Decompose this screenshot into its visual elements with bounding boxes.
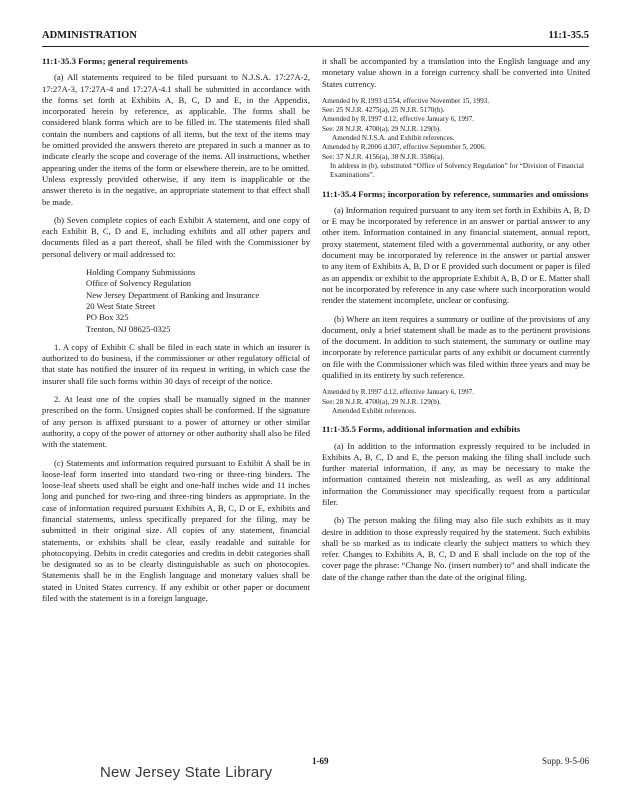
paragraph-a: (a) In addition to the information expressly required to be included in Exhibits A, B, C, D and E, the person making the filing shall include such further material information, if any, as may be necessary to make the information contained therein not misleading, as well as any additional information the Commissioner may specifically request from a particular filer. (322, 440, 590, 507)
header-section: 11:1-35.5 (548, 30, 589, 41)
address-line: Office of Solvency Regulation (86, 278, 192, 289)
history-note-35-3 (322, 97, 590, 181)
paragraph-b-2: 2. At least one of the copies shall be manually signed in the manner prescribed on the form. Unsigned copies shall be conformed. If the signature of any person is affixed pursuant to a power of attorney or other similar authority, a copy of the power of attorney or other authority shall also be filed with the statement. (42, 394, 310, 450)
paragraph-c: (c) Statements and information required pursuant to Exhibit A shall be in loose-leaf form inserted into standard two-ring or three-ring binders. The loose-leaf sheets used shall be eight and one-half inches wide and 11 inches long and punched for two-ring and three-ring binders as appropriate. In the case of information required pursuant Exhibits A, B, C, D or E, exhibits and financial statements, unless specifically prepared for the filing, may be submitted in their original size. All copies of any statement, financial statements, or exhibits shall be clear, easily readable and suitable for photocopying. Debits in credit categories and credits in debit categories shall be designated so as to be clearly distinguishable as such on photocopies. Statements shall be in the English language and monetary values shall be stated in United States currency. If any exhibit or other paper or document filed with the statement is in a foreign language, (42, 457, 310, 604)
section-heading-35-3: 11:1-35.3 Forms; general requirements (42, 56, 188, 66)
paragraph-a: (a) All statements required to be filed pursuant to N.J.S.A. 17:27A-2, 17:27A-3, 17:27A-4 and 17:27A-4.1 shall be submitted in accordance with the forms set forth at Exhibits A, B, C, D and E, in the Appendix, incorporated herein by reference, as applicable. The forms shall be considered blank forms which are to be filled in. The statements filed shall contain the numbers and captions of all items, but the text of the items may be omitted provided the answers thereto are prepared in such a manner as to indicate clearly the scope and coverage of the items. All instructions, whether appearing under the items of the form or elsewhere therein, are to be omitted. Unless expressly provided otherwise, if any item is inapplicable or the answer thereto is in the negative, an appropriate statement to that effect shall be made. (42, 72, 310, 207)
history-line: Amended by R.2006 d.307, effective September 5, 2006. (322, 143, 486, 152)
paragraph-c-continued: it shall be accompanied by a translation into the English language and any monetary value shown in a foreign currency shall be converted into United States currency. (322, 56, 590, 89)
history-line: See: 37 N.J.R. 4156(a), 38 N.J.R. 3586(a). (322, 152, 445, 161)
mailing-address (86, 267, 310, 335)
right-column (322, 56, 590, 590)
running-header (42, 30, 589, 44)
history-line: Amended by R.1997 d.12, effective January 6, 1997. (322, 388, 474, 397)
header-rule (42, 46, 589, 47)
history-line: Amended by R.1993 d.554, effective November 15, 1993. (322, 96, 490, 105)
address-line: Trenton, NJ 08625-0325 (86, 323, 171, 334)
supplement-date: Supp. 9-5-06 (542, 756, 589, 766)
history-line: In address in (b), substituted “Office of Solvency Regulation” for “Division of Financial Examinations”. (330, 161, 584, 180)
header-title: ADMINISTRATION (42, 30, 137, 41)
address-line: 20 West State Street (86, 300, 156, 311)
paragraph-b: (b) Seven complete copies of each Exhibit A statement, and one copy of each Exhibit B, C, D and E, including exhibits and all other papers and documents filed as a part thereof, shall be filed with the Commissioner by personal delivery or mail addressed to: (42, 214, 310, 259)
library-watermark: New Jersey State Library (100, 764, 273, 781)
history-line: See: 28 N.J.R. 4700(a), 29 N.J.R. 129(b). (322, 397, 441, 406)
paragraph-b-1: 1. A copy of Exhibit C shall be filed in each state in which an insurer is authorized to do business, if the commissioner or other regulatory official of that state has notified the insurer of its request in writing, in which case the insurer shall file such forms within 30 days of receipt of the notice. (42, 341, 310, 386)
left-column (42, 56, 310, 611)
history-line: Amended by R.1997 d.12, effective January 6, 1997. (322, 115, 474, 124)
page-number: 1-69 (312, 756, 329, 766)
paragraph-a: (a) Information required pursuant to any item set forth in Exhibits A, B, D or E may be incorporated by reference in an answer or partial answer to any other item. Information contained in any financial statement, annual report, proxy statement, statement filed with a governmental authority, or any other document may be incorporated by reference in the answer or partial answer to any item of Exhibits A, B, D or E provided such document or paper is filed as an appendix or exhibit to the appropriate Exhibit A, B, D or E. Matter shall not be incorporated by reference in any case where such incorporation would render the statement incomplete, unclear or confusing. (322, 204, 590, 306)
history-line: Amended N.J.S.A. and Exhibit references. (332, 134, 455, 143)
address-line: PO Box 325 (86, 312, 129, 323)
address-line: Holding Company Submissions (86, 267, 196, 278)
history-note-35-4 (322, 388, 590, 416)
paragraph-b: (b) The person making the filing may also file such exhibits as it may desire in addition to those expressly required by the statement. Such exhibits shall be so marked as to indicate clearly the subject matters to which they refer. Changes to Exhibits A, B, C, D and E shall include on the top of the cover page the phrase: “Change No. (insert number) to” and shall indicate the date of the change rather than the date of the original filing. (322, 515, 590, 582)
address-line: New Jersey Department of Banking and Insurance (86, 289, 260, 300)
history-line: See: 28 N.J.R. 4700(a), 29 N.J.R. 129(b). (322, 124, 441, 133)
section-heading-35-5: 11:1-35.5 Forms, additional information and exhibits (322, 424, 521, 435)
paragraph-b: (b) Where an item requires a summary or outline of the provisions of any document, only a brief statement shall be made as to the pertinent provisions of the document. In addition to such statement, the summary or outline may incorporate by reference particular parts of any exhibit or document currently on file with the Commissioner which was filed within three years and may be qualified in its entirety by such reference. (322, 313, 590, 381)
section-heading-35-4: 11:1-35.4 Forms; incorporation by reference, summaries and omissions (322, 188, 589, 199)
history-line: Amended Exhibit references. (332, 406, 417, 415)
history-line: See: 25 N.J.R. 4275(a), 25 N.J.R. 5170(b). (322, 106, 445, 115)
